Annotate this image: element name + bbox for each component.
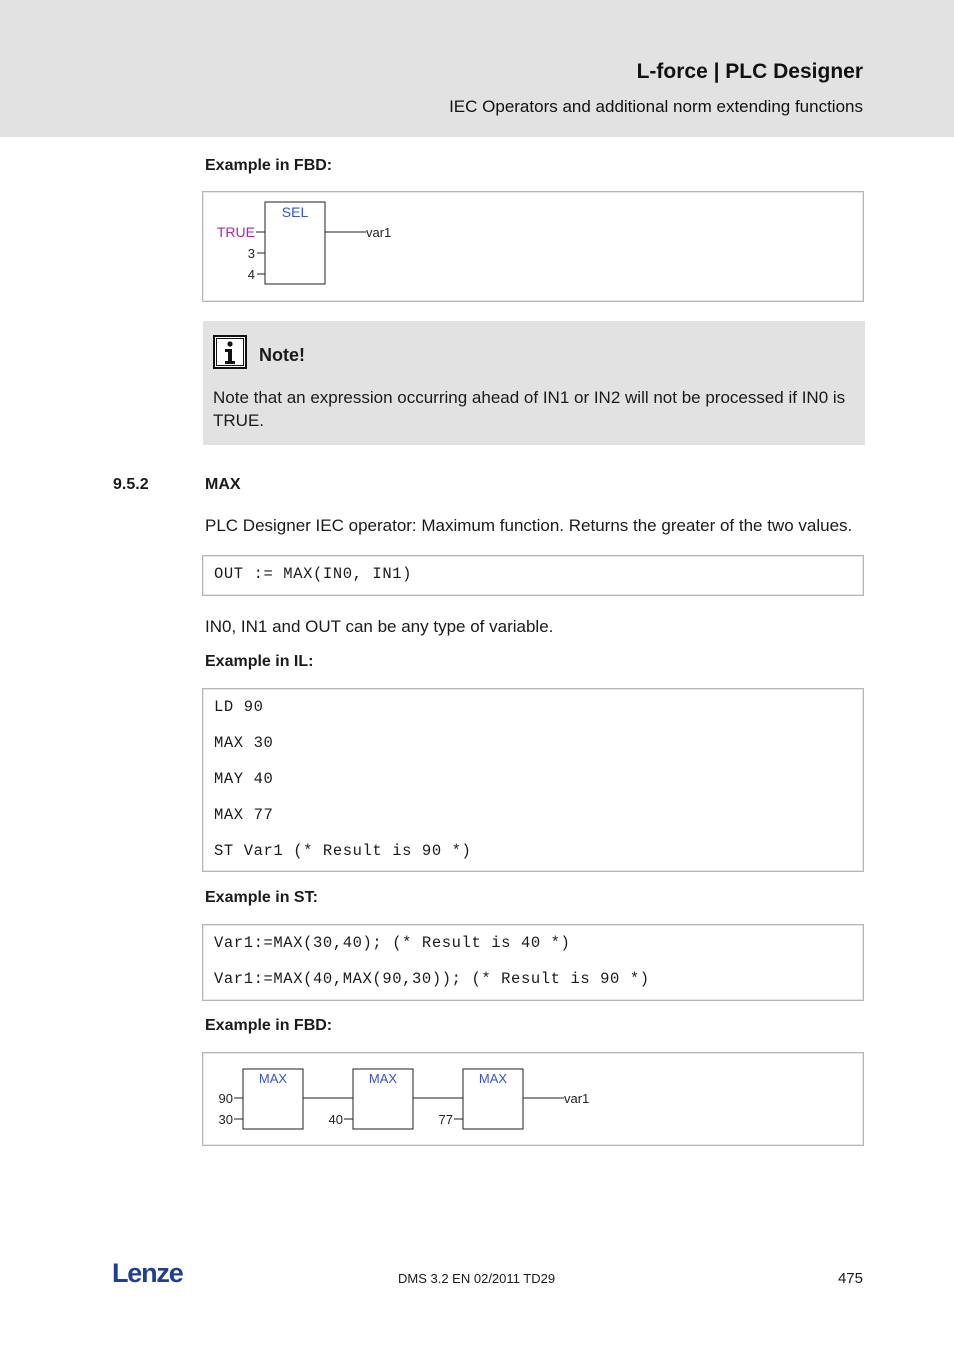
fbd-sel-svg: [203, 192, 863, 301]
syntax-box: [202, 555, 864, 596]
page-header: [0, 0, 954, 137]
note-text: Note that an expression occurring ahead of IN1 or IN2 will not be processed if IN0 is TRUE.: [213, 388, 846, 430]
fbd-max-svg: [203, 1053, 863, 1145]
fbd-example-label-2: Example in FBD:: [205, 1017, 333, 1034]
sel-output-var: var1: [366, 225, 392, 240]
footer-doc-id: DMS 3.2 EN 02/2011 TD29: [398, 1271, 556, 1286]
fbd-sel-diagram: [202, 191, 864, 302]
il-line: MAX 77: [214, 806, 274, 824]
max-input-40: 40: [328, 1112, 343, 1127]
lenze-logo: [112, 1258, 192, 1286]
il-line: MAX 30: [214, 734, 274, 752]
header-title: L-force | PLC Designer: [636, 60, 863, 83]
sel-input-true: TRUE: [216, 224, 255, 240]
sel-input-4: 4: [247, 267, 255, 282]
fbd-max-diagram: [202, 1052, 864, 1146]
st-line: Var1:=MAX(40,MAX(90,30)); (* Result is 90 *): [214, 970, 650, 988]
header-subtitle: IEC Operators and additional norm extending functions: [449, 97, 863, 116]
st-example-label: Example in ST:: [205, 889, 318, 906]
il-example-label: Example in IL:: [205, 653, 314, 670]
info-icon: [213, 335, 247, 369]
max-block-1-label: MAX: [258, 1071, 288, 1086]
max-input-90: 90: [218, 1091, 233, 1106]
sel-input-3: 3: [247, 246, 255, 261]
st-code-box: [202, 924, 864, 1001]
section-title: MAX: [205, 476, 241, 493]
il-line: ST Var1 (* Result is 90 *): [214, 842, 472, 860]
page-number: 475: [837, 1270, 863, 1287]
lenze-logo-text: Lenze: [112, 1258, 183, 1286]
sel-block-label: SEL: [281, 204, 309, 220]
syntax-code: OUT := MAX(IN0, IN1): [214, 565, 413, 583]
max-output-var: var1: [564, 1091, 590, 1106]
note-title: Note!: [259, 345, 305, 365]
note-box: [203, 321, 865, 445]
section-description: PLC Designer IEC operator: Maximum function. Returns the greater of the two values.: [205, 516, 853, 535]
il-line: MAY 40: [214, 770, 274, 788]
il-line: LD 90: [214, 698, 264, 716]
max-block-2-label: MAX: [368, 1071, 398, 1086]
st-line: Var1:=MAX(30,40); (* Result is 40 *): [214, 934, 571, 952]
max-block-3-label: MAX: [478, 1071, 508, 1086]
il-code-box: [202, 688, 864, 872]
max-input-77: 77: [438, 1112, 453, 1127]
types-note: IN0, IN1 and OUT can be any type of variable.: [205, 617, 554, 636]
max-input-30: 30: [218, 1112, 233, 1127]
fbd-example-label: Example in FBD:: [205, 157, 333, 174]
section-number: 9.5.2: [113, 476, 149, 493]
